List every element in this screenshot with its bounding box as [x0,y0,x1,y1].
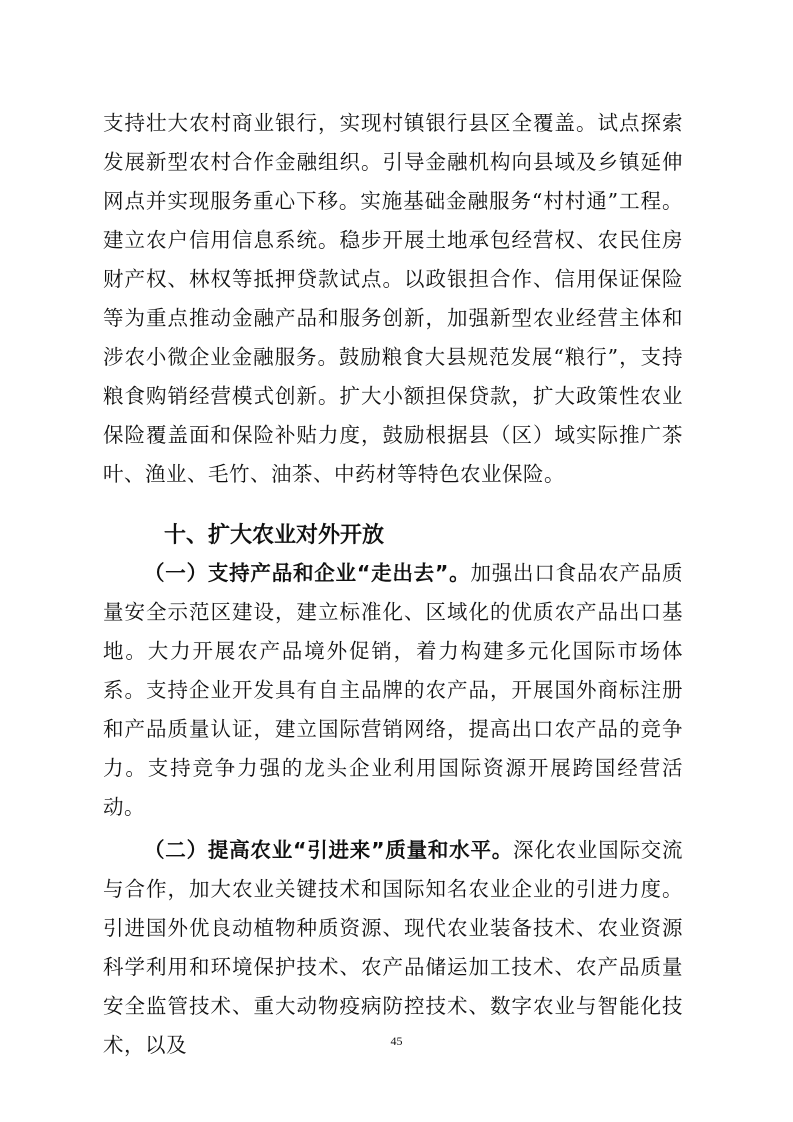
subsection-body-1: 加强出口食品农产品质量安全示范区建设，建立标准化、区域化的优质农产品出口基地。大力开展农产品境外促销，着力构建多元化国际市场体系。支持企业开发具有自主品牌的农产品，开展国外商标注册和产品质量认证，建立国际营销网络，提高出口农产品的竞争力。支持竞争力强的龙头企业利用国际资源开展跨国经营活动。 [103,561,684,819]
subsection-paragraph-1 [103,554,683,827]
subsection-body-2: 深化农业国际交流与合作，加大农业关键技术和国际知名农业企业的引进力度。引进国外优良动植物种质资源、现代农业装备技术、农业资源科学利用和环境保护技术、农产品储运加工技术、农产品质量安全监管技术、重大动物疫病防控技术、数字农业与智能化技术，以及 [103,838,684,1057]
continued-paragraph: 支持壮大农村商业银行，实现村镇银行县区全覆盖。试点探索发展新型农村合作金融组织。引导金融机构向县域及乡镇延伸网点并实现服务重心下移。实施基础金融服务“村村通”工程。建立农户信用信息系统。稳步开展土地承包经营权、农民住房财产权、林权等抵押贷款试点。以政银担合作、信用保证保险等为重点推动金融产品和服务创新，加强新型农业经营主体和涉农小微企业金融服务。鼓励粮食大县规范发展“粮行”，支持粮食购销经营模式创新。扩大小额担保贷款，扩大政策性农业保险覆盖面和保险补贴力度，鼓励根据县（区）域实际推广茶叶、渔业、毛竹、油茶、中药材等特色农业保险。 [103,111,683,486]
section-heading: 十、扩大农业对外开放 [164,523,385,548]
page-number: 45 [390,1034,403,1048]
subsection-title-2: （二）提高农业“引进来”质量和水平。 [144,838,514,862]
subsection-title-1: （一）支持产品和企业“走出去”。 [144,561,471,585]
subsection-paragraph-2 [103,831,683,1065]
page-content [103,104,683,1065]
